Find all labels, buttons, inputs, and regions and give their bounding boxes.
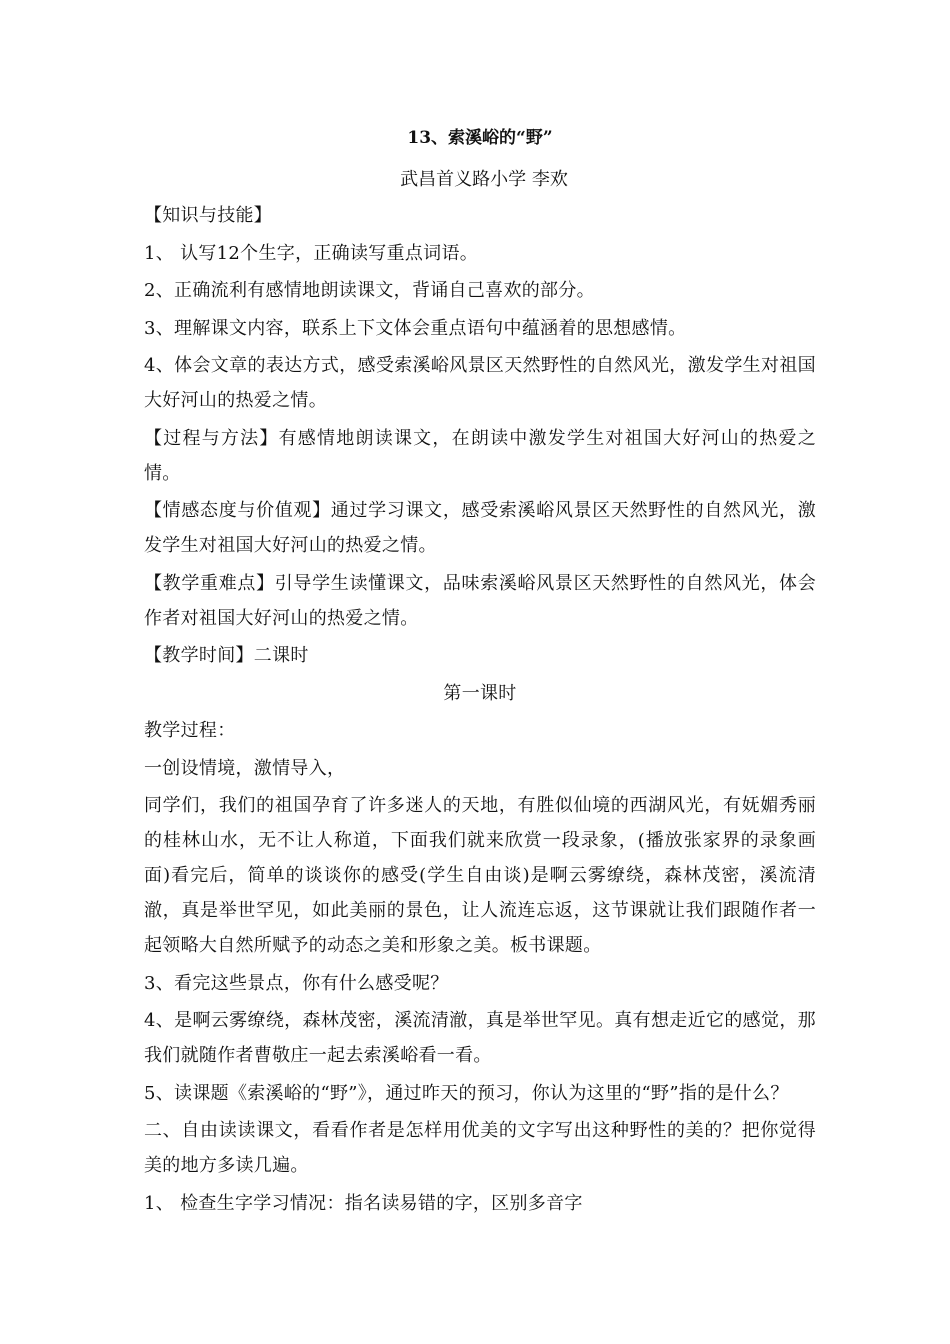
lesson-heading: 第一课时 bbox=[443, 682, 517, 704]
process-step-5: 5、读课题《索溪峪的“野”》，通过昨天的预习，你认为这里的“野”指的是什么？ bbox=[144, 1082, 789, 1104]
knowledge-item-3: 3、理解课文内容，联系上下文体会重点语句中蕴涵着的思想感情。 bbox=[144, 317, 687, 339]
process-label: 教学过程： bbox=[144, 720, 236, 741]
teaching-time-paragraph: 【教学时间】二课时 bbox=[144, 645, 309, 666]
emotion-values-paragraph: 【情感态度与价值观】通过学习课文，感受索溪峪风景区天然野性的自然风光，激发学生对祖国大好河山的热爱之情。 bbox=[144, 500, 816, 556]
key-difficult-paragraph: 【教学重难点】引导学生读懂课文，品味索溪峪风景区天然野性的自然风光，体会作者对祖国大好河山的热爱之情。 bbox=[144, 572, 816, 629]
process-method-paragraph: 【过程与方法】有感情地朗读课文，在朗读中激发学生对祖国大好河山的热爱之情。 bbox=[144, 427, 816, 484]
document-title: 13、索溪峪的“野” bbox=[407, 128, 553, 148]
process-step-4: 4、是啊云雾缭绕，森林茂密，溪流清澈，真是举世罕见。真有想走近它的感觉，那我们就随作者曹敬庄一起去索溪峪看一看。 bbox=[144, 1010, 816, 1066]
process-step-check-characters: 1、 检查生字学习情况：指名读易错的字，区别多音字 bbox=[144, 1192, 583, 1214]
process-step-intro-text: 同学们，我们的祖国孕育了许多迷人的天地，有胜似仙境的西湖风光，有妩媚秀丽的桂林山水，无不让人称道，下面我们就来欣赏一段录象，(播放张家界的录象画面)看完后，简单的谈谈你的感受(学生自由谈)是啊云雾缭绕，森林茂密，溪流清澈，真是举世罕见，如此美丽的景色，让人流连忘返，这节课就让我们跟随作者一起领略大自然所赋予的动态之美和形象之美。板书课题。 bbox=[144, 795, 816, 956]
process-step-intro: 一创设情境，激情导入， bbox=[144, 757, 346, 779]
knowledge-heading: 【知识与技能】 bbox=[144, 205, 273, 226]
knowledge-item-1: 1、 认写12个生字，正确读写重点词语。 bbox=[144, 242, 479, 264]
knowledge-item-2: 2、正确流利有感情地朗读课文，背诵自己喜欢的部分。 bbox=[144, 280, 595, 301]
process-step-free-reading: 二、自由读读课文，看看作者是怎样用优美的文字写出这种野性的美的？把你觉得美的地方多读几遍。 bbox=[144, 1120, 816, 1176]
process-step-3: 3、看完这些景点，你有什么感受呢？ bbox=[144, 972, 449, 994]
knowledge-item-4: 4、体会文章的表达方式，感受索溪峪风景区天然野性的自然风光，激发学生对祖国大好河山的热爱之情。 bbox=[144, 355, 816, 411]
document-page bbox=[144, 126, 816, 1223]
author-line: 武昌首义路小学 李欢 bbox=[400, 169, 568, 190]
